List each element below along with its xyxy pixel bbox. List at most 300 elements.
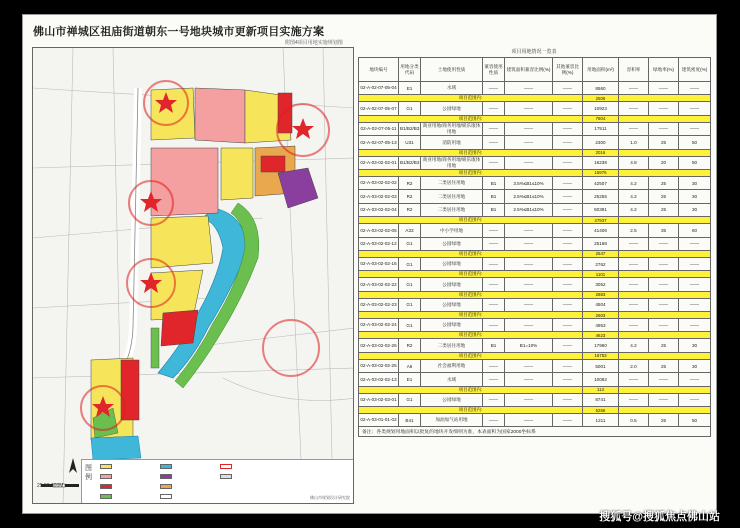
subtotal-filler: [619, 115, 711, 122]
table-cell: ——: [553, 82, 583, 95]
subtotal-value: 2547: [583, 250, 619, 257]
table-cell: ——: [679, 319, 711, 332]
table-cell: 50: [679, 156, 711, 169]
table-cell: R2: [399, 190, 421, 203]
table-row: [359, 190, 711, 203]
table-cell: ——: [553, 298, 583, 311]
table-cell: ——: [553, 176, 583, 189]
table-cell: ——: [483, 393, 505, 406]
table-cell: 二类居住用地: [421, 203, 483, 216]
subtotal-value: 2016: [583, 149, 619, 156]
table-cell: G1: [399, 102, 421, 115]
table-cell: 公园绿地: [421, 278, 483, 291]
table-cell: R2: [399, 339, 421, 352]
legend-title: 图例: [85, 465, 92, 481]
table-cell: ——: [553, 203, 583, 216]
table-cell: 25: [649, 190, 679, 203]
table-cell: R2: [399, 203, 421, 216]
table-cell: 02-A-03-02-02-16: [359, 257, 399, 270]
subtotal-filler: [619, 407, 711, 414]
legend-swatch: [220, 474, 232, 479]
legend-swatch: [160, 494, 172, 499]
table-cell: 10923: [583, 102, 619, 115]
table-cell: ——: [483, 156, 505, 169]
table-cell: 商业用地/商务用地/娱乐康体用地: [421, 156, 483, 169]
table-subtotal-row: [359, 407, 711, 414]
table-cell: 1211: [583, 414, 619, 427]
table-cell: 4953: [583, 319, 619, 332]
table-cell: ——: [483, 359, 505, 372]
table-cell: A6: [399, 359, 421, 372]
table-cell: 公园绿地: [421, 319, 483, 332]
subtotal-label: 项目范围内:: [359, 312, 583, 319]
table-cell: 4.2: [619, 176, 649, 189]
table-cell: ——: [553, 373, 583, 386]
table-cell: 3.5%≤B1≤10%: [505, 176, 553, 189]
table-cell: 02-A-02-07-05-07: [359, 102, 399, 115]
legend-swatch: [100, 494, 112, 499]
land-use-table-grid: [358, 57, 711, 437]
table-cell: 42507: [583, 176, 619, 189]
subtotal-label: 项目范围内:: [359, 115, 583, 122]
table-cell: 02-A-03-02-02-26: [359, 339, 399, 352]
land-use-map: [32, 47, 354, 504]
table-cell: 25: [649, 339, 679, 352]
block-green: [151, 328, 159, 368]
table-cell: 4504: [583, 298, 619, 311]
table-cell: B1: [483, 176, 505, 189]
map-maker: 佛山市规划设计研究院: [310, 495, 350, 500]
table-subtotal-row: [359, 352, 711, 359]
block-residential: [151, 88, 195, 140]
table-cell: ——: [553, 319, 583, 332]
subtotal-label: 项目范围内:: [359, 291, 583, 298]
table-cell: 50: [679, 136, 711, 149]
table-cell: ——: [619, 393, 649, 406]
table-cell: ——: [505, 122, 553, 135]
table-row: [359, 319, 711, 332]
table-cell: ——: [505, 224, 553, 237]
subtotal-filler: [619, 271, 711, 278]
table-row: [359, 393, 711, 406]
table-cell: 02-A-03-02-02-04: [359, 203, 399, 216]
table-cell: ——: [649, 393, 679, 406]
subtotal-value: 4623: [583, 332, 619, 339]
table-cell: ——: [679, 122, 711, 135]
subtotal-value: 2883: [583, 291, 619, 298]
table-subtotal-row: [359, 250, 711, 257]
table-cell: ——: [483, 257, 505, 270]
table-header-cell: 绿地率(%): [649, 58, 679, 82]
table-cell: 25: [649, 136, 679, 149]
table-cell: 水域: [421, 82, 483, 95]
block-commercial-red: [161, 310, 198, 346]
subtotal-label: 项目范围内:: [359, 407, 583, 414]
table-cell: 16238: [583, 156, 619, 169]
table-cell: 25: [649, 176, 679, 189]
subtotal-value: 15976: [583, 169, 619, 176]
table-row: [359, 224, 711, 237]
table-cell: 公园绿地: [421, 393, 483, 406]
table-cell: ——: [619, 319, 649, 332]
table-cell: G1: [399, 393, 421, 406]
table-cell: 02-A-03-02-02-23: [359, 298, 399, 311]
table-cell: 0.5: [619, 414, 649, 427]
table-cell: 5001: [583, 359, 619, 372]
table-cell: U31: [399, 136, 421, 149]
table-cell: ——: [483, 136, 505, 149]
table-cell: 25: [649, 203, 679, 216]
table-cell: ——: [553, 393, 583, 406]
table-cell: 2.0: [619, 359, 649, 372]
table-cell: 60: [679, 224, 711, 237]
table-cell: ——: [553, 122, 583, 135]
table-cell: ——: [483, 224, 505, 237]
document-title: 佛山市禅城区祖庙街道朝东一号地块城市更新项目实施方案: [33, 26, 325, 38]
table-cell: ——: [649, 237, 679, 250]
north-arrow-icon: [69, 458, 77, 473]
legend-swatch: [160, 484, 172, 489]
table-cell: 4.2: [619, 339, 649, 352]
table-cell: ——: [505, 393, 553, 406]
table-cell: 02-A-02-07-05-04: [359, 82, 399, 95]
table-cell: 17960: [583, 339, 619, 352]
table-header-cell: 兼容使用性质: [483, 58, 505, 82]
table-cell: 30: [679, 359, 711, 372]
table-cell: 17511: [583, 122, 619, 135]
subtotal-value: 7804: [583, 115, 619, 122]
table-subtotal-row: [359, 291, 711, 298]
subtotal-filler: [619, 149, 711, 156]
table-cell: ——: [553, 237, 583, 250]
table-cell: ——: [619, 102, 649, 115]
table-note-row: [359, 427, 711, 437]
table-cell: G1: [399, 257, 421, 270]
table-cell: 10082: [583, 373, 619, 386]
subtotal-filler: [619, 217, 711, 224]
block-water: [91, 436, 141, 460]
table-cell: ——: [679, 278, 711, 291]
subtotal-label: 项目范围内:: [359, 169, 583, 176]
table-cell: B1: [483, 190, 505, 203]
table-cell: B41: [399, 414, 421, 427]
table-cell: ——: [679, 102, 711, 115]
subtotal-filler: [619, 312, 711, 319]
legend-swatches: [100, 464, 280, 500]
land-use-table: [358, 47, 710, 437]
table-cell: 30: [679, 176, 711, 189]
watermark: 搜狐号@搜狐焦点佛山站: [599, 511, 720, 523]
table-cell: ——: [619, 257, 649, 270]
table-cell: ——: [505, 278, 553, 291]
table-cell: ——: [483, 373, 505, 386]
table-note: 备注：各类规划用地面积以批复的地块开发细则为准，本表面积为国家2000坐标系: [359, 427, 711, 437]
table-subtotal-row: [359, 115, 711, 122]
table-body: [359, 82, 711, 437]
subtotal-filler: [619, 386, 711, 393]
table-header-cell: 其他兼容比例(%): [553, 58, 583, 82]
scale-label: 25 50 100M: [37, 483, 64, 489]
table-cell: ——: [553, 102, 583, 115]
table-cell: 公园绿地: [421, 102, 483, 115]
table-row: [359, 414, 711, 427]
table-cell: 30: [679, 190, 711, 203]
table-cell: ——: [553, 278, 583, 291]
plan-sheet: [22, 14, 717, 514]
subtotal-label: 项目范围内:: [359, 352, 583, 359]
subtotal-filler: [619, 291, 711, 298]
subtotal-value: 2506: [583, 95, 619, 102]
table-cell: 4.2: [619, 190, 649, 203]
table-cell: ——: [679, 373, 711, 386]
table-cell: ——: [619, 278, 649, 291]
table-cell: G1: [399, 237, 421, 250]
legend-swatch: [100, 484, 112, 489]
table-cell: ——: [679, 393, 711, 406]
table-row: [359, 298, 711, 311]
table-subtotal-row: [359, 271, 711, 278]
table-row: [359, 203, 711, 216]
table-row: [359, 82, 711, 95]
subtotal-value: 16753: [583, 352, 619, 359]
table-cell: A33: [399, 224, 421, 237]
subtotal-label: 项目范围内:: [359, 217, 583, 224]
table-cell: 02-A-03-02-02-01: [359, 156, 399, 169]
legend-panel: [81, 459, 353, 503]
table-cell: 2300: [583, 136, 619, 149]
table-cell: G1: [399, 319, 421, 332]
table-cell: 8560: [583, 82, 619, 95]
table-cell: 02-A-03-02-02-12: [359, 237, 399, 250]
table-cell: ——: [505, 102, 553, 115]
table-cell: 02-A-03-02-02-25: [359, 359, 399, 372]
table-cell: ——: [483, 122, 505, 135]
subtotal-label: 项目范围内:: [359, 250, 583, 257]
subtotal-value: 2603: [583, 312, 619, 319]
table-cell: ——: [553, 190, 583, 203]
subtotal-label: 项目范围内:: [359, 95, 583, 102]
table-cell: ——: [505, 257, 553, 270]
table-cell: 二类居住用地: [421, 190, 483, 203]
subtotal-value: 5266: [583, 407, 619, 414]
table-header-cell: 建筑面积兼容比例(%): [505, 58, 553, 82]
table-cell: ——: [619, 122, 649, 135]
table-header-cell: 建筑密度(%): [679, 58, 711, 82]
block-residential: [221, 148, 253, 200]
table-cell: 25168: [583, 237, 619, 250]
legend-swatch: [160, 474, 172, 479]
table-cell: ——: [619, 237, 649, 250]
table-cell: ——: [679, 257, 711, 270]
table-row: [359, 257, 711, 270]
table-cell: B1: [483, 339, 505, 352]
table-cell: ——: [505, 373, 553, 386]
table-cell: 水域: [421, 373, 483, 386]
legend-swatch: [220, 464, 232, 469]
subtotal-value: 47937: [583, 217, 619, 224]
table-row: [359, 122, 711, 135]
table-cell: 二类居住用地: [421, 176, 483, 189]
table-cell: ——: [649, 102, 679, 115]
table-cell: 公园绿地: [421, 237, 483, 250]
table-cell: 25: [649, 359, 679, 372]
table-cell: 25: [649, 414, 679, 427]
table-subtotal-row: [359, 386, 711, 393]
table-cell: ——: [505, 414, 553, 427]
table-cell: 4.2: [619, 203, 649, 216]
table-cell: 4.8: [619, 156, 649, 169]
table-cell: ——: [619, 373, 649, 386]
table-header-row: [359, 58, 711, 82]
table-cell: 02-A-03-02-02-03: [359, 190, 399, 203]
table-row: [359, 176, 711, 189]
table-cell: 公园绿地: [421, 298, 483, 311]
table-cell: 35: [649, 224, 679, 237]
table-cell: 社会福利用地: [421, 359, 483, 372]
table-header-cell: 地块编号: [359, 58, 399, 82]
document-subtitle: 附图4项目用地实施规划图: [285, 40, 343, 46]
table-cell: 02-A-02-07-05-13: [359, 136, 399, 149]
table-cell: ——: [483, 414, 505, 427]
table-cell: E1: [399, 373, 421, 386]
table-cell: ——: [553, 224, 583, 237]
table-cell: 02-A-03-02-03-01: [359, 393, 399, 406]
table-cell: ——: [619, 82, 649, 95]
table-cell: ——: [553, 359, 583, 372]
table-subtotal-row: [359, 312, 711, 319]
table-cell: E1: [399, 82, 421, 95]
block-commercial-red: [278, 93, 292, 133]
table-cell: ——: [553, 414, 583, 427]
table-cell: 02-A-02-07-05-11: [359, 122, 399, 135]
legend-swatch: [160, 464, 172, 469]
table-cell: ——: [483, 298, 505, 311]
table-cell: ——: [649, 298, 679, 311]
subtotal-label: 项目范围内:: [359, 332, 583, 339]
table-cell: 消防用地: [421, 136, 483, 149]
table-header-cell: 容积率: [619, 58, 649, 82]
table-cell: ——: [649, 319, 679, 332]
table-cell: 02-A-03-01-01-02: [359, 414, 399, 427]
main-road: [93, 88, 138, 398]
table-cell: G1: [399, 298, 421, 311]
table-cell: ——: [619, 298, 649, 311]
table-cell: 1.0: [619, 136, 649, 149]
table-cell: ——: [679, 82, 711, 95]
table-cell: B1=10%: [505, 339, 553, 352]
table-cell: ——: [505, 82, 553, 95]
table-cell: ——: [649, 373, 679, 386]
table-cell: ——: [679, 237, 711, 250]
table-cell: ——: [649, 122, 679, 135]
subtotal-filler: [619, 169, 711, 176]
table-header-cell: 土地使用性质: [421, 58, 483, 82]
table-cell: ——: [505, 359, 553, 372]
table-row: [359, 373, 711, 386]
subtotal-value: 113: [583, 386, 619, 393]
table-cell: 50391: [583, 203, 619, 216]
table-cell: 8741: [583, 393, 619, 406]
table-cell: ——: [649, 278, 679, 291]
table-cell: ——: [505, 136, 553, 149]
table-cell: ——: [483, 319, 505, 332]
table-header-cell: 用地面积(m²): [583, 58, 619, 82]
subtotal-filler: [619, 250, 711, 257]
table-cell: 3052: [583, 278, 619, 291]
table-row: [359, 136, 711, 149]
table-cell: 2.5: [619, 224, 649, 237]
block-school: [261, 156, 285, 172]
table-cell: 公园绿地: [421, 257, 483, 270]
table-subtotal-row: [359, 169, 711, 176]
block-commercial-red: [121, 360, 139, 420]
legend-swatch: [100, 464, 112, 469]
table-cell: ——: [483, 102, 505, 115]
table-subtotal-row: [359, 149, 711, 156]
table-cell: 加油加气站用地: [421, 414, 483, 427]
table-cell: 中小学用地: [421, 224, 483, 237]
table-cell: 二类居住用地: [421, 339, 483, 352]
table-cell: ——: [553, 257, 583, 270]
table-cell: ——: [679, 298, 711, 311]
table-cell: 30: [679, 203, 711, 216]
legend-swatch: [100, 474, 112, 479]
table-cell: R2: [399, 176, 421, 189]
subtotal-label: 项目范围内:: [359, 271, 583, 278]
block-commercial: [195, 88, 245, 143]
table-cell: ——: [553, 136, 583, 149]
table-cell: ——: [483, 278, 505, 291]
table-cell: ——: [553, 339, 583, 352]
table-row: [359, 359, 711, 372]
table-cell: ——: [505, 237, 553, 250]
subtotal-filler: [619, 95, 711, 102]
table-subtotal-row: [359, 95, 711, 102]
table-cell: B1/B2/B3: [399, 156, 421, 169]
table-cell: ——: [483, 82, 505, 95]
table-cell: 02-A-03-02-02-13: [359, 373, 399, 386]
table-cell: 25255: [583, 190, 619, 203]
table-cell: 02-A-03-02-02-22: [359, 278, 399, 291]
subtotal-value: 1101: [583, 271, 619, 278]
table-cell: ——: [553, 156, 583, 169]
table-cell: G1: [399, 278, 421, 291]
table-cell: 02-A-03-02-02-24: [359, 319, 399, 332]
table-cell: 02-A-03-02-02-05: [359, 224, 399, 237]
table-cell: 02-A-03-02-02-02: [359, 176, 399, 189]
table-row: [359, 339, 711, 352]
table-row: [359, 278, 711, 291]
map-drawing: [33, 48, 354, 504]
table-cell: ——: [505, 319, 553, 332]
table-cell: 30: [679, 339, 711, 352]
table-caption: 项目用地情况一览表: [511, 49, 557, 55]
table-row: [359, 102, 711, 115]
table-cell: 20: [649, 156, 679, 169]
subtotal-label: 项目范围内:: [359, 149, 583, 156]
block-utility: [278, 168, 318, 208]
table-cell: 商业用地/商务用地/娱乐康体用地: [421, 122, 483, 135]
table-cell: B1: [483, 203, 505, 216]
table-cell: 50: [679, 414, 711, 427]
table-cell: 2762: [583, 257, 619, 270]
table-subtotal-row: [359, 217, 711, 224]
table-cell: 2.5%≤B1≤10%: [505, 203, 553, 216]
table-cell: ——: [483, 237, 505, 250]
table-cell: B1/B2/B3: [399, 122, 421, 135]
table-cell: 41406: [583, 224, 619, 237]
table-row: [359, 237, 711, 250]
